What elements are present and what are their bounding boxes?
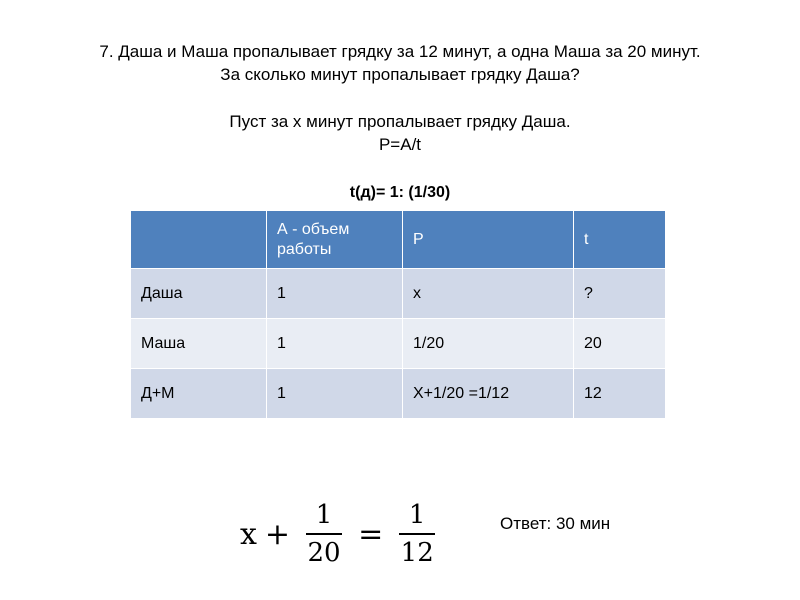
table-cell: x — [403, 269, 574, 319]
fraction-1-20 — [306, 500, 342, 568]
formula-plus: + — [264, 516, 291, 552]
table-row — [131, 369, 666, 419]
fraction-bar — [399, 533, 435, 535]
table-row — [131, 269, 666, 319]
problem-line-1: 7. Даша и Маша пропалывает грядку за 12 минут, а одна Маша за 20 минут. — [99, 42, 701, 61]
fraction-numerator: 1 — [408, 500, 426, 530]
answer-text: Ответ: 30 мин — [500, 514, 611, 533]
work-table — [130, 210, 666, 419]
solution-line-1: Пуст за х минут пропалывает грядку Даша. — [229, 112, 571, 131]
table-header-cell — [131, 211, 267, 269]
solution-line-2: P=A/t — [378, 135, 422, 154]
table-row — [131, 319, 666, 369]
time-dasha-equation: t(д)= 1: (1/30) — [349, 184, 451, 201]
table-header-cell: А - объем работы — [267, 211, 403, 269]
problem-statement — [0, 40, 800, 86]
table-header-cell: t — [574, 211, 666, 269]
fraction-numerator: 1 — [315, 500, 333, 530]
table-cell: Д+М — [131, 369, 267, 419]
fraction-bar — [306, 533, 342, 535]
table-cell: 1 — [267, 369, 403, 419]
table-cell: Маша — [131, 319, 267, 369]
table-cell: 12 — [574, 369, 666, 419]
fraction-denominator: 20 — [307, 538, 341, 568]
fraction-denominator: 12 — [400, 538, 434, 568]
formula-variable: x — [240, 516, 257, 552]
table-header-row — [131, 211, 666, 269]
table-cell: Х+1/20 =1/12 — [403, 369, 574, 419]
problem-line-2: За сколько минут пропалывает грядку Даша? — [220, 65, 580, 84]
table-cell: 1 — [267, 319, 403, 369]
table-cell: 1/20 — [403, 319, 574, 369]
equation-formula — [240, 496, 443, 572]
table-cell: 20 — [574, 319, 666, 369]
fraction-1-12 — [399, 500, 435, 568]
formula-equals: = — [358, 516, 384, 552]
table-header-cell: P — [403, 211, 574, 269]
table-cell: 1 — [267, 269, 403, 319]
table-cell: Даша — [131, 269, 267, 319]
table-cell: ? — [574, 269, 666, 319]
solution-text — [0, 110, 800, 156]
